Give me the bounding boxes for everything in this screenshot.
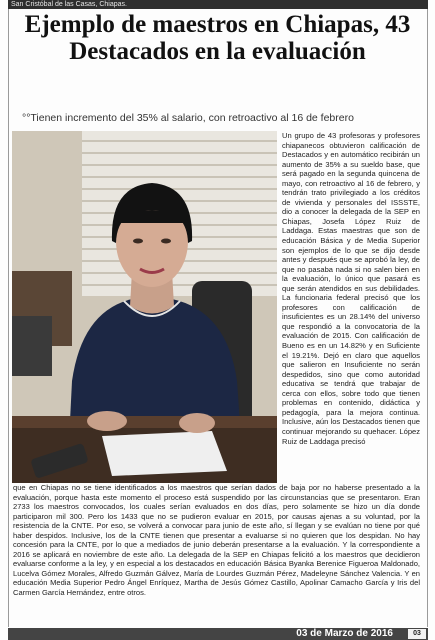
issue-date: 03 de Marzo de 2016	[296, 628, 393, 639]
article-full-width-text: que en Chiapas no se tiene identificados a los maestros que serían dados de baja por no haberse presentado a la evaluación, porque hasta este momento el proceso está suspendido por las circunstancias que se presentaron. Eran 2733 los maestros convocados, los cuales serían evaluados en dos días, pero solamente se hizo un día donde participaron mil 300. Pero los 1433 que no se pudieron evaluar en 2015, por causas ajenas a su voluntad, por la resistencia de la CNTE. Por eso, se volverá a convocar para junio de este año, sí llegan y se evalúan no tiene por qué haber despidos. Inclusive, los de la CNTE tienen que presentar a evaluarse si no quieren que los despidan. No hay concesión para la CNTE, por lo que a mediados de junio deberán presentarse a la evaluación. Y la correspondiente a 2016 se aplicará en noviembre de este año. La delegada de la SEP en Chiapas felicitó a los maestros que decidieron evaluarse conforme a la ley, y en especial a los destacados en educación Básica Byanka Berenice Figueroa Maldonado, Lucelva Gómez Morales, Alfredo Guzmán Gálvez, María de Lourdes Guzmán Pérez, Madeleyne Sánchez Valencia. Y en educación Media Superior Pedro Ángel Enríquez, Martha de Jesús Gómez Castillo, Apolinar Camacho García y Iris del Carmen García Hernández, entre otros.	[13, 483, 420, 598]
footer-bar	[8, 628, 428, 640]
right-border-line	[427, 9, 428, 627]
headline: Ejemplo de maestros en Chiapas, 43 Destacados en la evaluación	[24, 11, 411, 65]
top-location-bar	[8, 0, 428, 9]
page-number: 03	[408, 629, 426, 639]
article-column-text: Un grupo de 43 profesoras y profesores chiapanecos obtuvieron calificación de Destacados y en automático recibirán un aumento de 35% a su sueldo base, que será pagado en la segunda quincena de mayo, con retroactivo al 16 de febrero, y tendrán trato privilegiado a los créditos de vivienda y personales del ISSSTE, dio a conocer la delegada de la SEP en Chiapas, Josefa López Ruiz de Laddaga. Estas maestras que son de educación Básica y de Media Superior son ejemplos de lo que se dijo desde antes y después que se aprobó la ley, de que no pasaba nada si no salen bien en la evaluación, lo único que pasará es que serán atendidos en sus debilidades. La funcionaria federal precisó que los profesores con calificación de insuficientes es un 28.14% del universo que respondió a la convocatoria de la evaluación de 2015. Con calificación de Bueno es en un 14.82% y en Suficiente el 19.21%. Dejó en claro que aquellos que salieron en Insuficiente no serán despedidos, sino que como autoridad educativa se tendrá que trabajar de cerca con ellos, sobre todo que tienen problemas en contenido, didáctica y pedagogía, para la mejora continua. Inclusive, aún los Destacados tienen que continuar mejorando su quehacer. López Ruiz de Laddaga precisó	[282, 131, 420, 446]
location-label: San Cristóbal de las Casas, Chiapas.	[11, 1, 127, 8]
teacher-photo	[12, 131, 277, 483]
left-border-line	[8, 9, 9, 627]
subheadline: °°Tienen incremento del 35% al salario, con retroactivo al 16 de febrero	[22, 112, 354, 124]
